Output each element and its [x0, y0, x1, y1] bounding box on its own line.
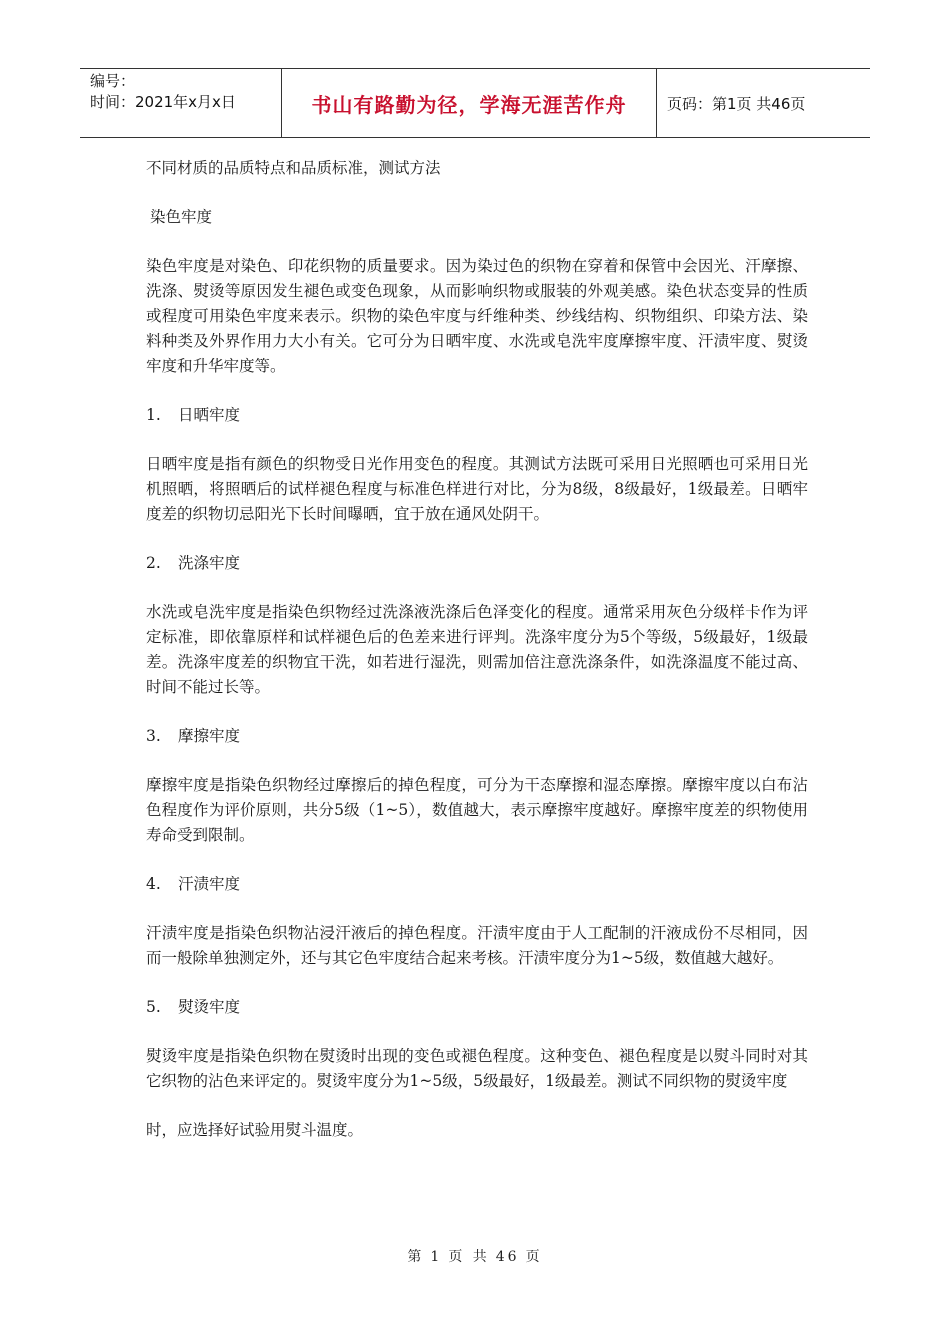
header-page-info: 页码：第1页 共46页 [667, 94, 806, 113]
section-heading-3 [146, 724, 808, 749]
section-body-1: 日晒牢度是指有颜色的织物受日光作用变色的程度。其测试方法既可采用日光照晒也可采用日光机照晒，将照晒后的试样褪色程度与标准色样进行对比，分为8级，8级最好，1级最差。日晒牢度差的织物切忌阳光下长时间曝晒，宜于放在通风处阴干。 [146, 455, 808, 523]
section-title: 汗渍牢度 [178, 875, 241, 893]
section-title: 日晒牢度 [178, 406, 241, 424]
page-footer [0, 1246, 950, 1266]
section-heading-5 [146, 995, 808, 1020]
date-label: 时间：2021年x月x日 [90, 93, 236, 111]
section-body-3: 摩擦牢度是指染色织物经过摩擦后的掉色程度，可分为干态摩擦和湿态摩擦。摩擦牢度以白布沾色程度作为评价原则，共分5级（1~5），数值越大，表示摩擦牢度越好。摩擦牢度差的织物使用寿命受到限制。 [146, 776, 808, 844]
section-title: 摩擦牢度 [178, 727, 241, 745]
document-subtitle: 染色牢度 [150, 208, 213, 226]
header-motto-cell [282, 69, 657, 137]
section-title: 洗涤牢度 [178, 554, 241, 572]
section-number: 2. [146, 554, 161, 572]
header-meta-cell [80, 69, 282, 137]
document-header [80, 68, 870, 138]
footer-total-pages: 46 [495, 1249, 520, 1265]
serial-number-label: 编号： [90, 72, 136, 90]
document-title: 不同材质的品质特点和品质标准，测试方法 [146, 159, 441, 177]
header-page-cell [657, 69, 870, 137]
section-body-5: 熨烫牢度是指染色织物在熨烫时出现的变色或褪色程度。这种变色、褪色程度是以熨斗同时对其它织物的沾色来评定的。熨烫牢度分为1~5级，5级最好，1级最差。测试不同织物的熨烫牢度 [146, 1047, 808, 1090]
section-heading-1 [146, 403, 808, 428]
footer-prefix: 第 [407, 1249, 425, 1265]
header-motto: 书山有路勤为径，学海无涯苦作舟 [311, 92, 627, 117]
closing-paragraph: 时，应选择好试验用熨斗温度。 [146, 1121, 364, 1139]
section-heading-4 [146, 872, 808, 897]
section-body-4: 汗渍牢度是指染色织物沾浸汗液后的掉色程度。汗渍牢度由于人工配制的汗液成份不尽相同，因而一般除单独测定外，还与其它色牢度结合起来考核。汗渍牢度分为1~5级，数值越大越好。 [146, 924, 808, 967]
footer-suffix: 页 [525, 1249, 543, 1265]
section-heading-2 [146, 551, 808, 576]
section-number: 3. [146, 727, 161, 745]
section-body-2: 水洗或皂洗牢度是指染色织物经过洗涤液洗涤后色泽变化的程度。通常采用灰色分级样卡作为评定标准，即依靠原样和试样褪色后的色差来进行评判。洗涤牢度分为5个等级，5级最好，1级最差。洗涤牢度差的织物宜干洗，如若进行湿洗，则需加倍注意洗涤条件，如洗涤温度不能过高、时间不能过长等。 [146, 603, 808, 696]
section-number: 1. [146, 406, 161, 424]
footer-page-number: 1 [430, 1249, 443, 1265]
section-number: 5. [146, 998, 161, 1016]
section-title: 熨烫牢度 [178, 998, 241, 1016]
footer-middle: 页 共 [448, 1249, 490, 1265]
intro-paragraph: 染色牢度是对染色、印花织物的质量要求。因为染过色的织物在穿着和保管中会因光、汗摩擦、洗涤、熨烫等原因发生褪色或变色现象，从而影响织物或服装的外观美感。染色状态变异的性质或程度可用染色牢度来表示。织物的染色牢度与纤维种类、纱线结构、织物组织、印染方法、染料种类及外界作用力大小有关。它可分为日晒牢度、水洗或皂洗牢度摩擦牢度、汗渍牢度、熨烫牢度和升华牢度等。 [146, 257, 808, 375]
document-body [146, 156, 808, 1143]
section-number: 4. [146, 875, 161, 893]
